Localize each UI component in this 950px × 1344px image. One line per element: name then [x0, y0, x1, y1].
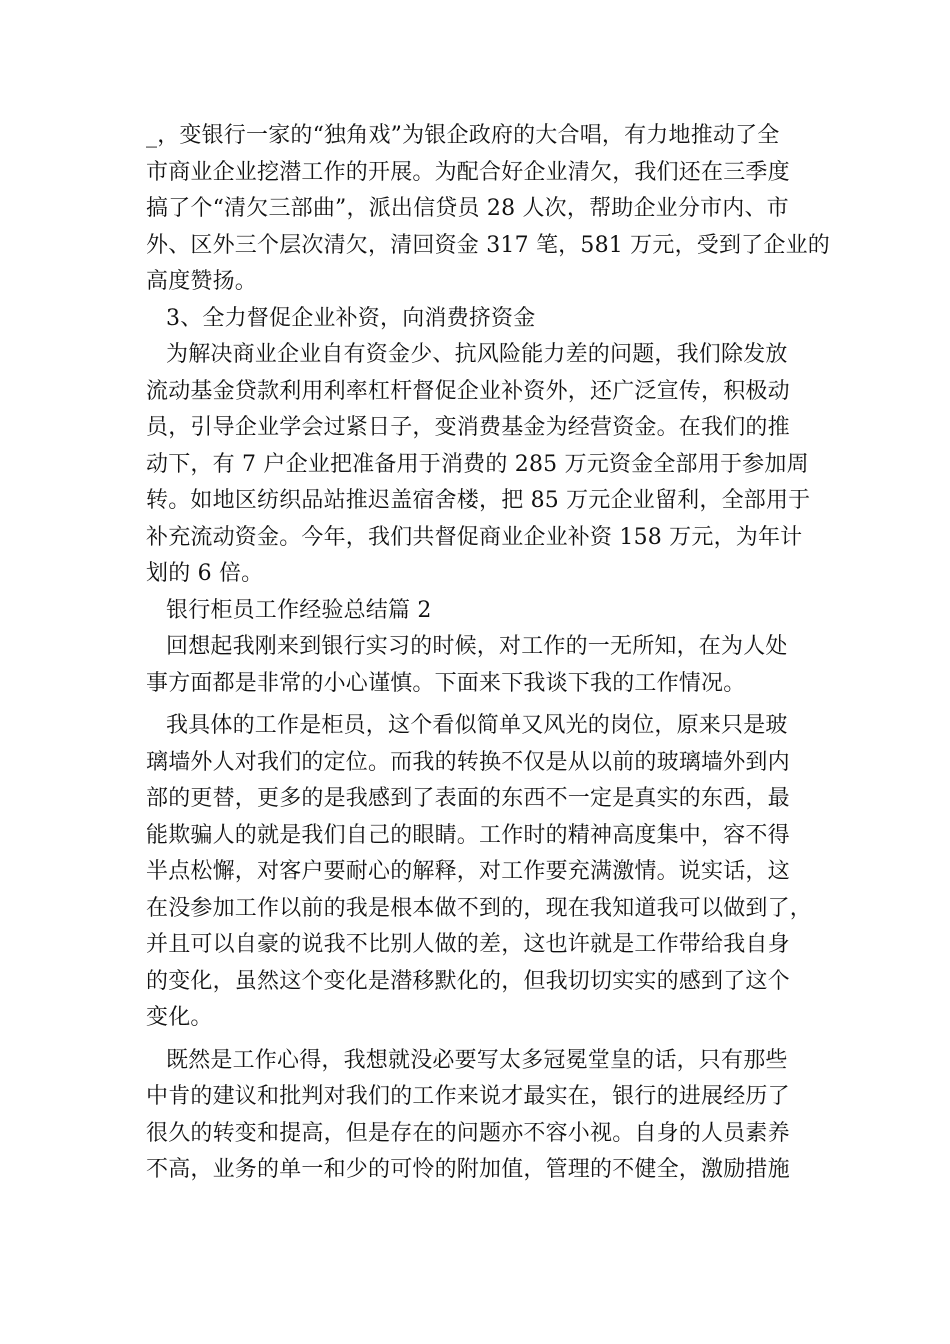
paragraph-line: 璃墙外人对我们的定位。而我的转换不仅是从以前的玻璃墙外到内 — [146, 749, 790, 775]
paragraph-line: _，变银行一家的“独角戏”为银企政府的大合唱，有力地推动了全 — [146, 123, 780, 148]
paragraph-1 — [146, 118, 830, 301]
paragraph-line: 市商业企业挖潜工作的开展。为配合好企业清欠，我们还在三季度 — [146, 159, 790, 185]
paragraph-line: 很久的转变和提高，但是存在的问题亦不容小视。自身的人员素养 — [146, 1120, 790, 1146]
paragraph-line: 部的更替，更多的是我感到了表面的东西不一定是真实的东西，最 — [146, 786, 790, 811]
paragraph-line: 搞了个“清欠三部曲”，派出信贷员 28 人次，帮助企业分市内、市 — [146, 196, 789, 221]
paragraph-line: 事方面都是非常的小心谨慎。下面来下我谈下我的工作情况。 — [146, 670, 746, 696]
section-heading-3: 3、全力督促企业补资，向消费挤资金 — [166, 305, 536, 331]
paragraph-line: 既然是工作心得，我想就没必要写太多冠冕堂皇的话，只有那些 — [166, 1047, 788, 1073]
paragraph-line: 变化。 — [146, 1005, 213, 1030]
paragraph-line: 划的 6 倍。 — [146, 561, 264, 586]
paragraph-line: 半点松懈，对客户要耐心的解释，对工作要充满激情。说实话，这 — [146, 859, 790, 884]
paragraph-line: 补充流动资金。今年，我们共督促商业企业补资 158 万元，为年计 — [146, 524, 803, 550]
paragraph-4 — [146, 708, 813, 1037]
paragraph-line: 高度赞扬。 — [146, 269, 258, 294]
paragraph-line: 流动基金贷款利用利率杠杆督促企业补资外，还广泛宣传，积极动 — [146, 378, 790, 404]
paragraph-5 — [146, 1043, 808, 1189]
paragraph-line: 员，引导企业学会过紧日子，变消费基金为经营资金。在我们的推 — [146, 415, 790, 440]
paragraph-3 — [146, 629, 808, 702]
paragraph-line: 转。如地区纺织品站推迟盖宿舍楼，把 85 万元企业留利，全部用于 — [146, 488, 811, 513]
document-body — [146, 118, 830, 1189]
paragraph-line: 在没参加工作以前的我是根本做不到的，现在我知道我可以做到了， — [146, 895, 813, 921]
paragraph-line: 我具体的工作是柜员，这个看似简单又风光的岗位，原来只是玻 — [166, 713, 788, 738]
paragraph-line: 并且可以自豪的说我不比别人做的差，这也许就是工作带给我自身 — [146, 932, 790, 957]
paragraph-line: 动下，有 7 户企业把准备用于消费的 285 万元资金全部用于参加周 — [146, 451, 809, 477]
paragraph-line: 中肯的建议和批判对我们的工作来说才最实在，银行的进展经历了 — [146, 1084, 790, 1109]
paragraph-line: 的变化，虽然这个变化是潜移默化的，但我切切实实的感到了这个 — [146, 968, 790, 994]
paragraph-line: 不高，业务的单一和少的可怜的附加值，管理的不健全，激励措施 — [146, 1157, 790, 1182]
paragraph-line: 能欺骗人的就是我们自己的眼睛。工作时的精神高度集中，容不得 — [146, 822, 790, 848]
paragraph-line: 为解决商业企业自有资金少、抗风险能力差的问题，我们除发放 — [166, 342, 788, 367]
article-heading: 银行柜员工作经验总结篇 2 — [166, 597, 432, 623]
paragraph-line: 外、区外三个层次清欠，清回资金 317 笔，581 万元，受到了企业的 — [146, 232, 830, 258]
paragraph-line: 回想起我刚来到银行实习的时候，对工作的一无所知，在为人处 — [166, 634, 788, 659]
paragraph-2 — [146, 337, 811, 593]
